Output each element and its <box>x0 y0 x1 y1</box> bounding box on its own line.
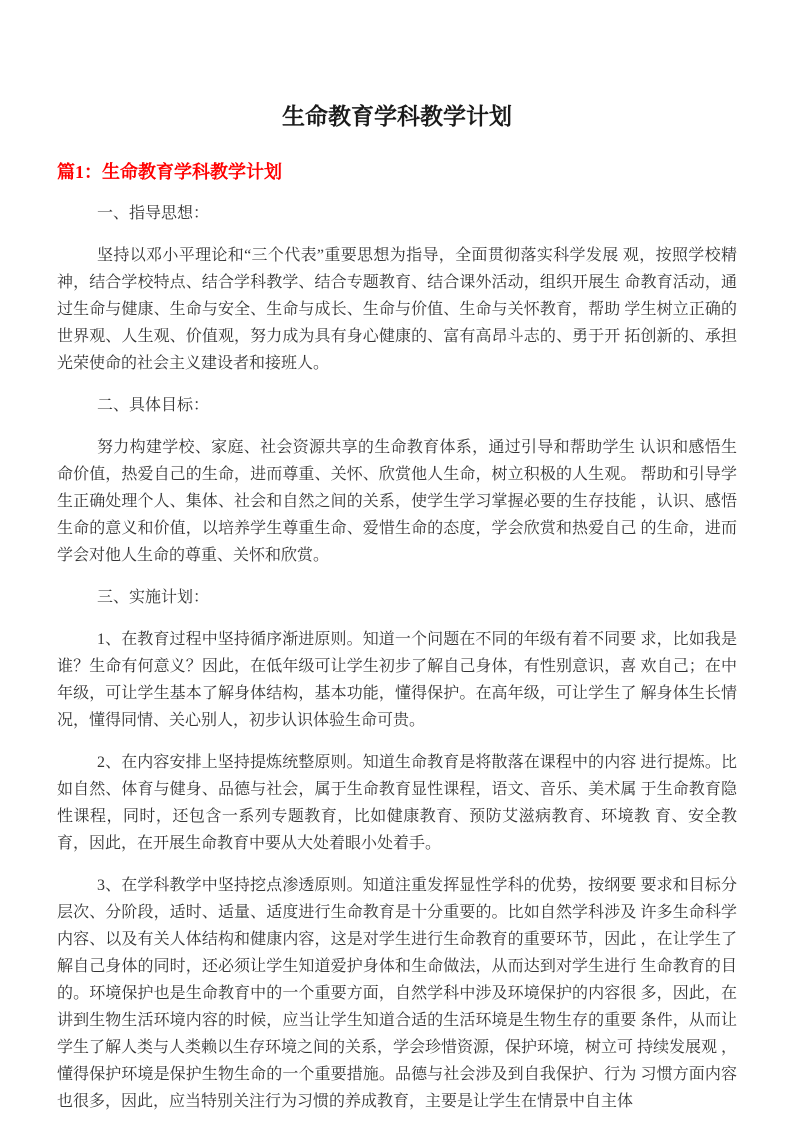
paragraph-specific-goals: 努力构建学校、家庭、社会资源共享的生命教育体系，通过引导和帮助学生 认识和感悟生命价值，热爱自己的生命，进而尊重、关怀、欣赏他人生命，树立积极的人生观。 帮助和引导学生正确处理个人、集体、社会和自然之间的关系，使学生学习掌握必要的生存技能 ，认识、感悟生命的意义和价值，以培养学生尊重生命、爱惜生命的态度，学会欣赏和热爱自己 的生命，进而学会对他人生命的尊重、关怀和欣赏。 <box>57 439 737 564</box>
document-title: 生命教育学科教学计划 <box>282 104 512 129</box>
post-1-heading: 篇1：生命教育学科教学计划 <box>57 162 282 182</box>
paragraph-plan-item-3: 3、在学科教学中坚持挖点渗透原则。知道注重发挥显性学科的优势，按纲要 要求和目标分层次、分阶段，适时、适量、适度进行生命教育是十分重要的。比如自然学科涉及 许多生命科学内容、以及有关人体结构和健康内容，这是对学生进行生命教育的重要环节，因此 ，在让学生了解自己身体的同时，还必须让学生知道爱护身体和生命做法，从而达到对学生进行 生命教育的目的。环境保护也是生命教育中的一个重要方面，自然学科中涉及环境保护的内容很 多，因此，在讲到生物生活环境内容的时候，应当让学生知道合适的生活环境是生物生存的重要 条件，从而让学生了解人类与人类赖以生存环境之间的关系，学会珍惜资源，保护环境，树立可 持续发展观 ，懂得保护环境是保护生物生命的一个重要措施。品德与社会涉及到自我保护、行为 习惯方面内容也很多，因此，应当特别关注行为习惯的养成教育，主要是让学生在情景中自主体 <box>57 877 738 1110</box>
paragraph-plan-item-2: 2、在内容安排上坚持提炼统整原则。知道生命教育是将散落在课程中的内容 进行提炼。比如自然、体育与健身、品德与社会，属于生命教育显性课程，语文、音乐、美术属 于生命教育隐性课程，同时，还包含一系列专题教育，比如健康教育、预防艾滋病教育、环境教 育、安全教育，因此，在开展生命教育中要从大处着眼小处着手。 <box>57 754 737 852</box>
paragraph-plan-item-1: 1、在教育过程中坚持循序渐进原则。知道一个问题在不同的年级有着不同要 求，比如我是谁？生命有何意义？因此，在低年级可让学生初步了解自己身体，有性别意识，喜 欢自己；在中年级，可让学生基本了解身体结构，基本功能，懂得保护。在高年级，可让学生了 解身体生长情况，懂得同情、关心别人，初步认识体验生命可贵。 <box>57 631 737 729</box>
section-heading-specific-goals: 二、具体目标： <box>97 397 210 414</box>
paragraph-guiding-ideology: 坚持以邓小平理论和“三个代表”重要思想为指导，全面贯彻落实科学发展 观，按照学校精神，结合学校特点、结合学科教学、结合专题教育、结合课外活动，组织开展生 命教育活动，通过生命与健康、生命与安全、生命与成长、生命与价值、生命与关怀教育，帮助 学生树立正确的世界观、人生观、价值观，努力成为具有身心健康的、富有高昂斗志的、勇于开 拓创新的、承担光荣使命的社会主义建设者和接班人。 <box>57 247 737 372</box>
section-heading-implementation-plan: 三、实施计划： <box>97 589 210 606</box>
section-heading-guiding-ideology: 一、指导思想： <box>97 205 210 222</box>
